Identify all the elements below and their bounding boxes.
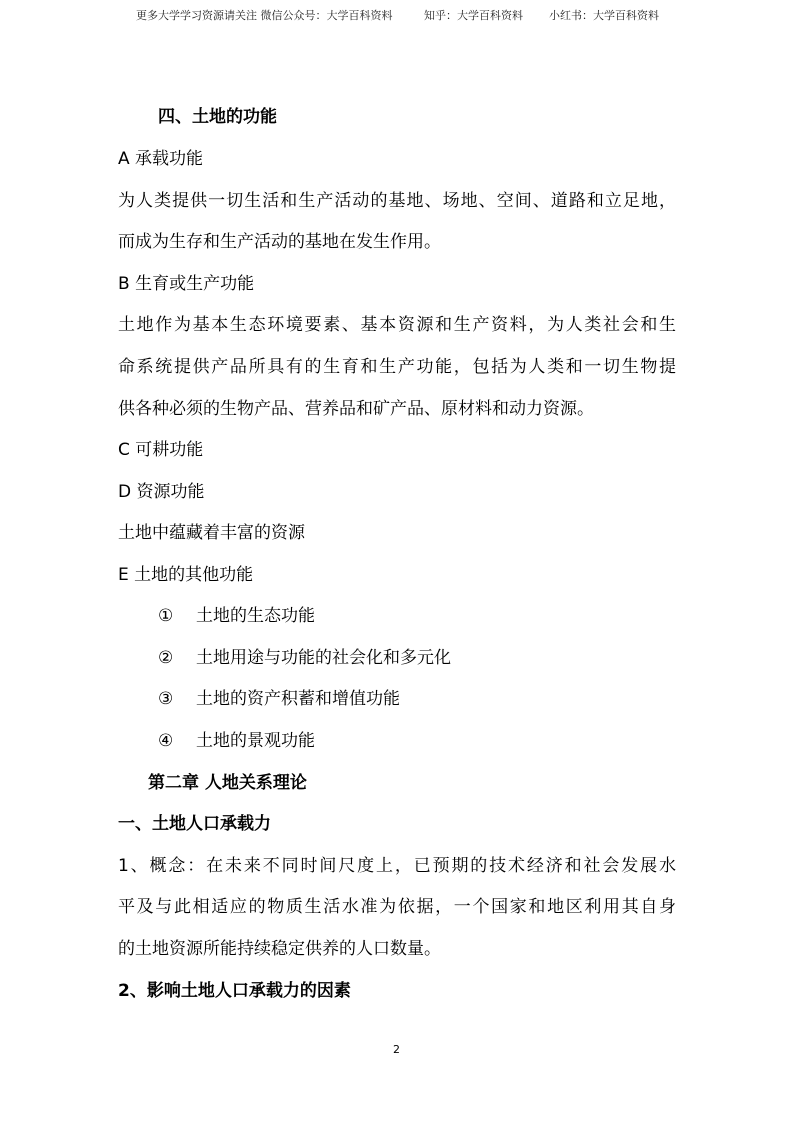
list-item-text: 土地的生态功能 xyxy=(196,606,315,626)
header-wechat-text: 更多大学学习资源请关注 微信公众号：大学百科资料 xyxy=(136,9,393,22)
function-c-title: C 可耕功能 xyxy=(118,440,204,460)
header-xiaohongshu-text: 小红书：大学百科资料 xyxy=(549,9,659,22)
page-number: 2 xyxy=(393,1043,400,1056)
list-item-text: 土地的资产积蓄和增值功能 xyxy=(196,689,400,709)
list-item xyxy=(158,605,315,627)
function-b-title: B 生育或生产功能 xyxy=(118,274,255,294)
function-a-text-line-1: 为人类提供一切生活和生产活动的基地、场地、空间、道路和立足地， xyxy=(118,191,676,211)
function-b-text-line-2: 命系统提供产品所具有的生育和生产功能，包括为人类和一切生物提 xyxy=(118,357,676,377)
concept-text-line-3: 的土地资源所能持续稳定供养的人口数量。 xyxy=(118,939,441,959)
list-item xyxy=(158,688,400,710)
function-a-text-line-2: 而成为生存和生产活动的基地在发生作用。 xyxy=(118,232,441,252)
list-item xyxy=(158,730,315,752)
list-item-number: ③ xyxy=(158,689,174,709)
section-title: 四、土地的功能 xyxy=(158,107,277,127)
function-b-text-line-3: 供各种必须的生物产品、营养品和矿产品、原材料和动力资源。 xyxy=(118,399,594,419)
function-d-title: D 资源功能 xyxy=(118,482,205,502)
page-header xyxy=(0,8,793,24)
function-a-title: A 承载功能 xyxy=(118,149,204,169)
list-item-text: 土地用途与功能的社会化和多元化 xyxy=(196,648,451,668)
subsection-title-carrying-capacity: 一、土地人口承载力 xyxy=(118,814,271,834)
list-item xyxy=(158,647,451,669)
concept-text-line-2: 平及与此相适应的物质生活水准为依据，一个国家和地区利用其自身 xyxy=(118,897,676,917)
concept-text-line-1: 1、概念：在未来不同时间尺度上，已预期的技术经济和社会发展水 xyxy=(118,856,676,876)
function-d-text: 土地中蕴藏着丰富的资源 xyxy=(118,523,305,543)
header-zhihu-text: 知乎：大学百科资料 xyxy=(424,9,523,22)
list-item-text: 土地的景观功能 xyxy=(196,731,315,751)
list-item-number: ② xyxy=(158,648,174,668)
list-item-number: ④ xyxy=(158,731,174,751)
function-e-title: E 土地的其他功能 xyxy=(118,565,254,585)
list-item-number: ① xyxy=(158,606,174,626)
chapter-title: 第二章 人地关系理论 xyxy=(148,773,307,793)
function-b-text-line-1: 土地作为基本生态环境要素、基本资源和生产资料，为人类社会和生 xyxy=(118,315,676,335)
factors-title: 2、影响土地人口承载力的因素 xyxy=(118,981,351,1001)
